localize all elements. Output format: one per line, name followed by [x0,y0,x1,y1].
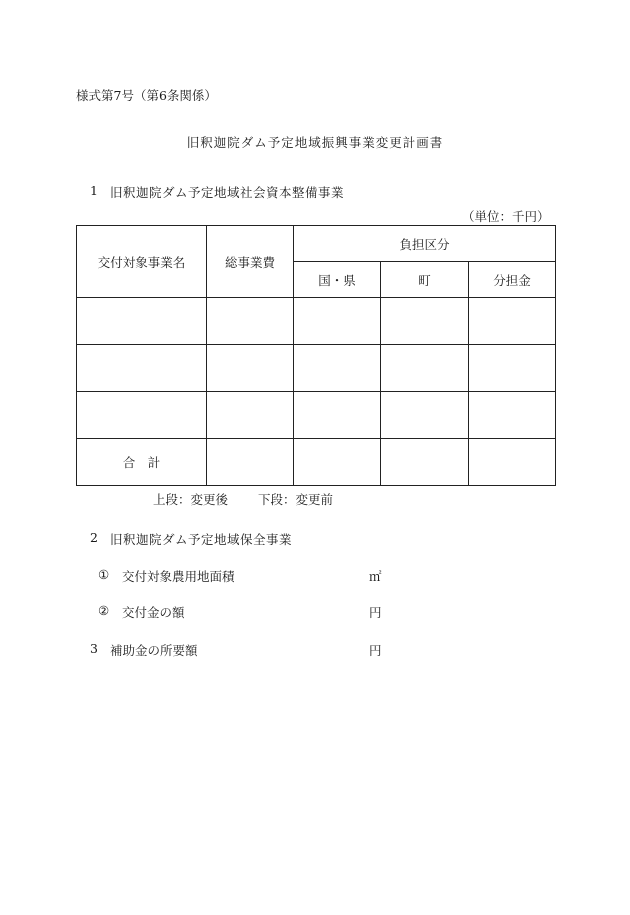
cell-national-prefecture[interactable] [294,345,381,392]
total-label: 合 計 [77,439,207,486]
header-total-cost: 総事業費 [207,226,294,298]
cell-share[interactable] [469,392,556,439]
cell-national-prefecture[interactable] [294,298,381,345]
cell-share[interactable] [469,345,556,392]
section3-label: 補助金の所要額 [110,643,198,658]
item2-label: 交付金の額 [122,605,185,620]
cell-national-prefecture[interactable] [294,439,381,486]
cell-project-name[interactable] [77,345,207,392]
header-burden-division: 負担区分 [294,226,556,262]
legend-upper: 上段：変更後 [153,492,229,507]
section3-unit: 円 [369,643,382,658]
cell-share[interactable] [469,298,556,345]
document-title: 旧釈迦院ダム予定地域振興事業変更計画書 [186,135,444,150]
cell-town[interactable] [381,439,469,486]
cell-total-cost[interactable] [207,439,294,486]
cell-project-name[interactable] [77,298,207,345]
item2-unit: 円 [369,605,382,620]
cell-total-cost[interactable] [207,298,294,345]
cell-total-cost[interactable] [207,392,294,439]
header-share: 分担金 [469,262,556,298]
cell-project-name[interactable] [77,392,207,439]
cell-national-prefecture[interactable] [294,392,381,439]
cell-share[interactable] [469,439,556,486]
table-total-row [77,439,556,486]
budget-table [76,225,556,486]
section1-number: 1 [90,183,98,198]
item1-unit: ㎡ [369,569,382,584]
section3-number: 3 [90,641,98,656]
cell-town[interactable] [381,345,469,392]
form-number: 様式第7号（第6条関係） [76,88,217,103]
cell-town[interactable] [381,392,469,439]
legend-lower: 下段：変更前 [258,492,334,507]
table-row [77,345,556,392]
table-header-row [77,226,556,262]
header-town: 町 [381,262,469,298]
header-national-prefecture: 国・県 [294,262,381,298]
item2-marker: ② [98,603,110,618]
section2-number: 2 [90,530,98,545]
section2-title: 旧釈迦院ダム予定地域保全事業 [110,532,293,547]
table-row [77,298,556,345]
cell-town[interactable] [381,298,469,345]
item1-marker: ① [98,567,110,582]
table-row [77,392,556,439]
header-project-name: 交付対象事業名 [77,226,207,298]
unit-label: （単位：千円） [462,209,550,224]
section1-title: 旧釈迦院ダム予定地域社会資本整備事業 [110,185,345,200]
cell-total-cost[interactable] [207,345,294,392]
item1-label: 交付対象農用地面積 [122,569,235,584]
